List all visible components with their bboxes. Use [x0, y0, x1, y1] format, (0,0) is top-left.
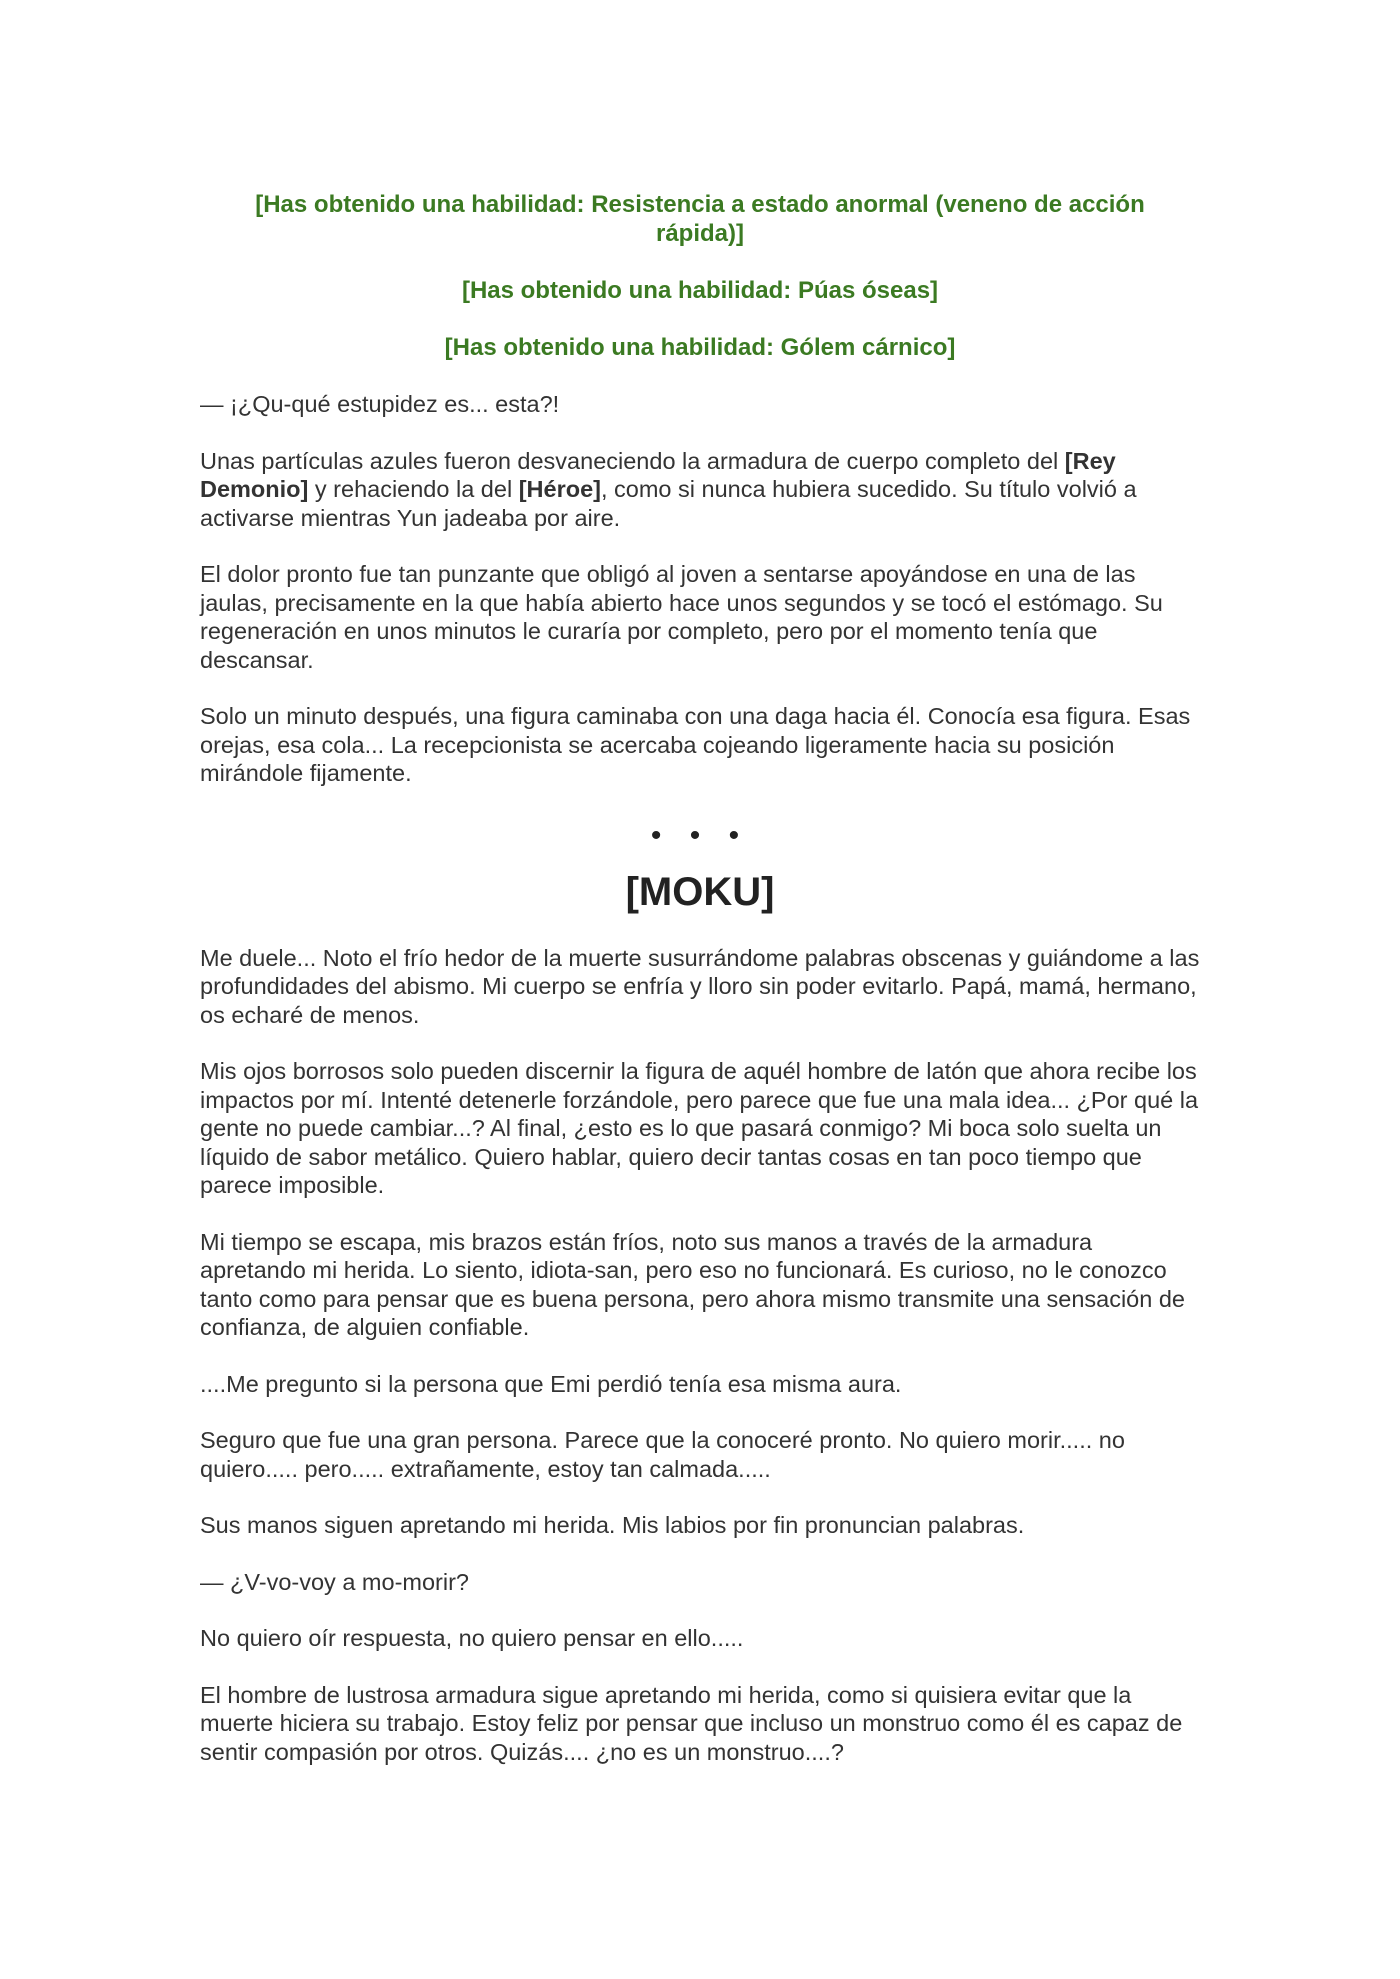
system-message-skill-2: [Has obtenido una habilidad: Púas óseas]	[461, 277, 939, 304]
narrative-paragraph: Mi tiempo se escapa, mis brazos están fríos, noto sus manos a través de la armadura apretando mi herida. Lo siento, idiota-san, pero eso no funcionará. Es curioso, no le conozco tanto como para pensar que es buena persona, pero ahora mismo transmite una sensación de confianza, de alguien confiable.	[200, 1228, 1185, 1340]
system-message-skill-1: [Has obtenido una habilidad: Resistencia a estado anormal (veneno de acción rápida)]	[255, 191, 1145, 247]
system-message-skill-3: [Has obtenido una habilidad: Gólem cárnico]	[444, 334, 956, 361]
narrative-paragraph: El hombre de lustrosa armadura sigue apretando mi herida, como si quisiera evitar que la muerte hiciera su trabajo. Estoy feliz por pensar que incluso un monstruo como él es capaz de sentir compasión por otros. Quizás.... ¿no es un monstruo....?	[200, 1681, 1183, 1765]
narrative-paragraph: No quiero oír respuesta, no quiero pensar en ello.....	[200, 1625, 744, 1651]
narrative-paragraph: Solo un minuto después, una figura caminaba con una daga hacia él. Conocía esa figura. Esas orejas, esa cola... La recepcionista se acercaba cojeando ligeramente hacia su posición mirándole fijamente.	[200, 703, 1191, 786]
bold-term-rey-demonio: [Rey Demonio]	[200, 447, 1116, 502]
narrative-paragraph: Mis ojos borrosos solo pueden discernir la figura de aquél hombre de latón que ahora recibe los impactos por mí. Intenté detenerle forzándole, pero parece que fue una mala idea... ¿Por qué la gente no puede cambiar...? Al final, ¿esto es lo que pasará conmigo? Mi boca solo suelta un líquido de sabor metálico. Quiero hablar, quiero decir tantas cosas en tan poco tiempo que parece imposible.	[200, 1058, 1199, 1198]
narrative-paragraph: Sus manos siguen apretando mi herida. Mis labios por fin pronuncian palabras.	[200, 1512, 1025, 1538]
document-page	[200, 190, 1200, 1794]
narrative-paragraph: ....Me pregunto si la persona que Emi perdió tenía esa misma aura.	[200, 1370, 902, 1397]
chapter-title: [MOKU]	[625, 869, 775, 914]
narrative-paragraph: Seguro que fue una gran persona. Parece que la conoceré pronto. No quiero morir..... no quiero..... pero..... extrañamente, estoy tan calmada.....	[200, 1427, 1125, 1482]
dialogue-line: — ¿V-vo-voy a mo-morir?	[200, 1568, 469, 1595]
scene-divider: • • •	[650, 818, 750, 852]
text-run: , como si nunca hubiera sucedido. Su título volvió a activarse mientras Yun jadeaba por aire.	[200, 476, 1137, 531]
narrative-paragraph	[200, 447, 1200, 533]
bold-term-heroe: [Héroe]	[518, 476, 601, 502]
narrative-paragraph: Me duele... Noto el frío hedor de la muerte susurrándome palabras obscenas y guiándome a las profundidades del abismo. Mi cuerpo se enfría y lloro sin poder evitarlo. Papá, mamá, hermano, os echaré de menos.	[200, 944, 1200, 1028]
narrative-paragraph: El dolor pronto fue tan punzante que obligó al joven a sentarse apoyándose en una de las jaulas, precisamente en la que había abierto hace unos segundos y se tocó el estómago. Su regeneración en unos minutos le curaría por completo, pero por el momento tenía que descansar.	[200, 561, 1163, 673]
text-run: Unas partículas azules fueron desvaneciendo la armadura de cuerpo completo del	[200, 447, 1065, 474]
dialogue-line: — ¡¿Qu-qué estupidez es... esta?!	[200, 391, 560, 417]
text-run: y rehaciendo la del	[308, 476, 519, 502]
